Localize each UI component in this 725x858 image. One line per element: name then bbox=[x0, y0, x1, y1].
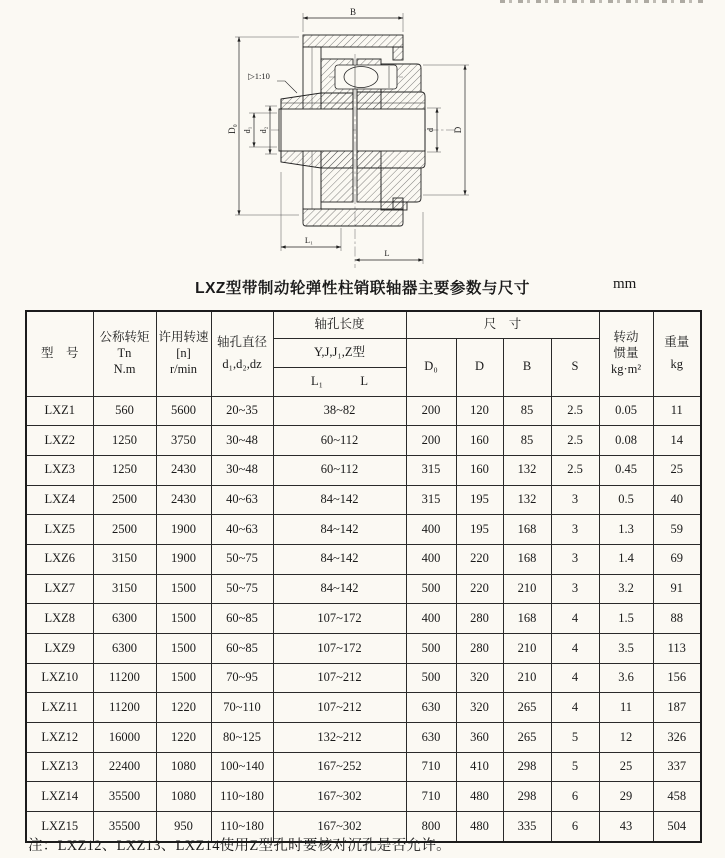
value-cell: 320 bbox=[456, 693, 503, 723]
model-cell: LXZ15 bbox=[26, 812, 93, 842]
model-cell: LXZ7 bbox=[26, 574, 93, 604]
value-cell: 60~85 bbox=[211, 604, 273, 634]
header-text: L bbox=[360, 373, 369, 388]
value-cell: 6300 bbox=[93, 604, 156, 634]
value-cell: 2.5 bbox=[551, 455, 599, 485]
value-cell: 5 bbox=[551, 723, 599, 753]
value-cell: 220 bbox=[456, 574, 503, 604]
value-cell: 210 bbox=[503, 663, 551, 693]
header-text: 公称转矩Tn bbox=[99, 330, 150, 360]
dim-label-D: D bbox=[453, 126, 463, 134]
value-cell: 85 bbox=[503, 426, 551, 456]
table-row bbox=[26, 396, 701, 426]
value-cell: 1500 bbox=[156, 663, 211, 693]
value-cell: 5 bbox=[551, 752, 599, 782]
value-cell: 500 bbox=[406, 634, 456, 664]
value-cell: 110~180 bbox=[211, 812, 273, 842]
parameters-table bbox=[25, 310, 702, 843]
value-cell: 4 bbox=[551, 604, 599, 634]
col-header-weight bbox=[653, 311, 701, 396]
value-cell: 500 bbox=[406, 663, 456, 693]
table-row bbox=[26, 782, 701, 812]
table-row bbox=[26, 485, 701, 515]
value-cell: 2430 bbox=[156, 485, 211, 515]
value-cell: 326 bbox=[653, 723, 701, 753]
value-cell: 88 bbox=[653, 604, 701, 634]
coupling-section-drawing bbox=[225, 2, 505, 274]
value-cell: 3 bbox=[551, 574, 599, 604]
dim-label-d: d bbox=[426, 128, 435, 132]
value-cell: 630 bbox=[406, 693, 456, 723]
value-cell: 195 bbox=[456, 515, 503, 545]
col-header-bore-length: 轴孔长度 bbox=[273, 311, 406, 338]
value-cell: 1220 bbox=[156, 693, 211, 723]
value-cell: 2.5 bbox=[551, 396, 599, 426]
col-header-L1-L bbox=[273, 367, 406, 396]
value-cell: 3.5 bbox=[599, 634, 653, 664]
value-cell: 84~142 bbox=[273, 515, 406, 545]
value-cell: 6 bbox=[551, 812, 599, 842]
value-cell: 320 bbox=[456, 663, 503, 693]
value-cell: 107~172 bbox=[273, 604, 406, 634]
value-cell: 3750 bbox=[156, 426, 211, 456]
col-header-inertia bbox=[599, 311, 653, 396]
model-cell: LXZ2 bbox=[26, 426, 93, 456]
value-cell: 60~112 bbox=[273, 455, 406, 485]
value-cell: 6 bbox=[551, 782, 599, 812]
value-cell: 458 bbox=[653, 782, 701, 812]
value-cell: 630 bbox=[406, 723, 456, 753]
value-cell: 5600 bbox=[156, 396, 211, 426]
table-header bbox=[26, 311, 701, 396]
taper-label: ▷1:10 bbox=[248, 71, 270, 81]
value-cell: 70~110 bbox=[211, 693, 273, 723]
table-title: LXZ型带制动轮弹性柱销联轴器主要参数与尺寸 bbox=[195, 280, 530, 297]
value-cell: 20~35 bbox=[211, 396, 273, 426]
header-text: 型 号 bbox=[40, 345, 79, 360]
value-cell: 4 bbox=[551, 634, 599, 664]
value-cell: 168 bbox=[503, 604, 551, 634]
value-cell: 560 bbox=[93, 396, 156, 426]
table-row bbox=[26, 574, 701, 604]
value-cell: 168 bbox=[503, 544, 551, 574]
value-cell: 2430 bbox=[156, 455, 211, 485]
dim-label-L1: L₁ bbox=[304, 235, 314, 245]
value-cell: 298 bbox=[503, 752, 551, 782]
value-cell: 30~48 bbox=[211, 455, 273, 485]
value-cell: 1900 bbox=[156, 544, 211, 574]
value-cell: 38~82 bbox=[273, 396, 406, 426]
dim-label-d1: d₁ bbox=[243, 126, 252, 134]
value-cell: 3 bbox=[551, 544, 599, 574]
model-cell: LXZ5 bbox=[26, 515, 93, 545]
value-cell: 35500 bbox=[93, 812, 156, 842]
value-cell: 1220 bbox=[156, 723, 211, 753]
value-cell: 107~212 bbox=[273, 663, 406, 693]
value-cell: 132 bbox=[503, 485, 551, 515]
model-cell: LXZ1 bbox=[26, 396, 93, 426]
value-cell: 2500 bbox=[93, 485, 156, 515]
value-cell: 70~95 bbox=[211, 663, 273, 693]
table-row bbox=[26, 663, 701, 693]
model-cell: LXZ4 bbox=[26, 485, 93, 515]
elastic-pin bbox=[335, 65, 397, 89]
value-cell: 298 bbox=[503, 782, 551, 812]
value-cell: 60~85 bbox=[211, 634, 273, 664]
value-cell: 80~125 bbox=[211, 723, 273, 753]
value-cell: 315 bbox=[406, 485, 456, 515]
col-header-D0: D₀ bbox=[406, 338, 456, 396]
header-text: L₁ bbox=[310, 373, 323, 388]
value-cell: 1250 bbox=[93, 455, 156, 485]
value-cell: 2.5 bbox=[551, 426, 599, 456]
header-text: kg bbox=[670, 356, 684, 371]
value-cell: 167~302 bbox=[273, 812, 406, 842]
value-cell: 187 bbox=[653, 693, 701, 723]
value-cell: 265 bbox=[503, 693, 551, 723]
value-cell: 0.5 bbox=[599, 485, 653, 515]
value-cell: 800 bbox=[406, 812, 456, 842]
value-cell: 91 bbox=[653, 574, 701, 604]
value-cell: 280 bbox=[456, 604, 503, 634]
value-cell: 1250 bbox=[93, 426, 156, 456]
value-cell: 1.5 bbox=[599, 604, 653, 634]
model-cell: LXZ14 bbox=[26, 782, 93, 812]
value-cell: 25 bbox=[653, 455, 701, 485]
model-cell: LXZ9 bbox=[26, 634, 93, 664]
table-row bbox=[26, 723, 701, 753]
header-text: 惯量 bbox=[613, 345, 639, 360]
table-row bbox=[26, 752, 701, 782]
value-cell: 950 bbox=[156, 812, 211, 842]
value-cell: 1500 bbox=[156, 634, 211, 664]
value-cell: 210 bbox=[503, 574, 551, 604]
value-cell: 504 bbox=[653, 812, 701, 842]
value-cell: 0.45 bbox=[599, 455, 653, 485]
value-cell: 1.4 bbox=[599, 544, 653, 574]
value-cell: 400 bbox=[406, 544, 456, 574]
value-cell: 113 bbox=[653, 634, 701, 664]
value-cell: 265 bbox=[503, 723, 551, 753]
value-cell: 210 bbox=[503, 634, 551, 664]
value-cell: 315 bbox=[406, 455, 456, 485]
value-cell: 1.3 bbox=[599, 515, 653, 545]
value-cell: 59 bbox=[653, 515, 701, 545]
value-cell: 1080 bbox=[156, 782, 211, 812]
value-cell: 280 bbox=[456, 634, 503, 664]
value-cell: 84~142 bbox=[273, 485, 406, 515]
model-cell: LXZ12 bbox=[26, 723, 93, 753]
value-cell: 335 bbox=[503, 812, 551, 842]
value-cell: 11200 bbox=[93, 693, 156, 723]
model-cell: LXZ6 bbox=[26, 544, 93, 574]
value-cell: 500 bbox=[406, 574, 456, 604]
value-cell: 43 bbox=[599, 812, 653, 842]
header-text: N.m bbox=[113, 361, 136, 376]
value-cell: 220 bbox=[456, 544, 503, 574]
value-cell: 107~212 bbox=[273, 693, 406, 723]
value-cell: 156 bbox=[653, 663, 701, 693]
col-header-speed bbox=[156, 311, 211, 396]
value-cell: 3150 bbox=[93, 544, 156, 574]
value-cell: 22400 bbox=[93, 752, 156, 782]
header-text: 轴孔直径 bbox=[216, 335, 267, 350]
dim-label-B: B bbox=[349, 7, 357, 17]
col-header-torque bbox=[93, 311, 156, 396]
value-cell: 84~142 bbox=[273, 574, 406, 604]
value-cell: 360 bbox=[456, 723, 503, 753]
value-cell: 132 bbox=[503, 455, 551, 485]
col-header-B: B bbox=[503, 338, 551, 396]
value-cell: 200 bbox=[406, 426, 456, 456]
table-body bbox=[26, 396, 701, 842]
footnote: 注：LXZ12、LXZ13、LXZ14使用Z型孔时要核对沉孔是否允许。 bbox=[28, 838, 451, 854]
header-text: 转动 bbox=[613, 330, 639, 345]
col-header-S: S bbox=[551, 338, 599, 396]
value-cell: 3150 bbox=[93, 574, 156, 604]
model-cell: LXZ8 bbox=[26, 604, 93, 634]
value-cell: 35500 bbox=[93, 782, 156, 812]
dim-label-D0: D₀ bbox=[227, 124, 237, 134]
value-cell: 3 bbox=[551, 515, 599, 545]
table-row bbox=[26, 634, 701, 664]
header-text: d₁,d₂,dz bbox=[222, 356, 262, 371]
dim-label-d2: d₂ bbox=[259, 126, 268, 134]
value-cell: 107~172 bbox=[273, 634, 406, 664]
value-cell: 84~142 bbox=[273, 544, 406, 574]
value-cell: 120 bbox=[456, 396, 503, 426]
value-cell: 480 bbox=[456, 812, 503, 842]
value-cell: 60~112 bbox=[273, 426, 406, 456]
col-header-dimensions: 尺 寸 bbox=[406, 311, 599, 338]
value-cell: 4 bbox=[551, 663, 599, 693]
header-text: kg·m² bbox=[610, 361, 642, 376]
value-cell: 30~48 bbox=[211, 426, 273, 456]
col-header-model bbox=[26, 311, 93, 396]
value-cell: 132~212 bbox=[273, 723, 406, 753]
value-cell: 6300 bbox=[93, 634, 156, 664]
value-cell: 50~75 bbox=[211, 574, 273, 604]
header-text: r/min bbox=[169, 361, 198, 376]
value-cell: 1500 bbox=[156, 604, 211, 634]
value-cell: 400 bbox=[406, 515, 456, 545]
value-cell: 11 bbox=[653, 396, 701, 426]
dim-label-L: L bbox=[384, 248, 390, 258]
value-cell: 4 bbox=[551, 693, 599, 723]
value-cell: 40~63 bbox=[211, 485, 273, 515]
value-cell: 195 bbox=[456, 485, 503, 515]
value-cell: 710 bbox=[406, 752, 456, 782]
value-cell: 3.2 bbox=[599, 574, 653, 604]
value-cell: 1080 bbox=[156, 752, 211, 782]
value-cell: 11200 bbox=[93, 663, 156, 693]
col-header-bore-diameter bbox=[211, 311, 273, 396]
value-cell: 167~302 bbox=[273, 782, 406, 812]
value-cell: 400 bbox=[406, 604, 456, 634]
value-cell: 0.08 bbox=[599, 426, 653, 456]
table-row bbox=[26, 426, 701, 456]
model-cell: LXZ13 bbox=[26, 752, 93, 782]
value-cell: 29 bbox=[599, 782, 653, 812]
col-header-D: D bbox=[456, 338, 503, 396]
value-cell: 167~252 bbox=[273, 752, 406, 782]
value-cell: 1500 bbox=[156, 574, 211, 604]
table-row bbox=[26, 604, 701, 634]
value-cell: 410 bbox=[456, 752, 503, 782]
model-cell: LXZ11 bbox=[26, 693, 93, 723]
value-cell: 16000 bbox=[93, 723, 156, 753]
title-bar bbox=[25, 276, 700, 298]
value-cell: 40 bbox=[653, 485, 701, 515]
value-cell: 1900 bbox=[156, 515, 211, 545]
value-cell: 710 bbox=[406, 782, 456, 812]
value-cell: 11 bbox=[599, 693, 653, 723]
value-cell: 0.05 bbox=[599, 396, 653, 426]
value-cell: 200 bbox=[406, 396, 456, 426]
model-cell: LXZ3 bbox=[26, 455, 93, 485]
value-cell: 25 bbox=[599, 752, 653, 782]
value-cell: 40~63 bbox=[211, 515, 273, 545]
cropped-text-artifact bbox=[500, 0, 705, 3]
value-cell: 480 bbox=[456, 782, 503, 812]
value-cell: 69 bbox=[653, 544, 701, 574]
value-cell: 337 bbox=[653, 752, 701, 782]
value-cell: 160 bbox=[456, 455, 503, 485]
header-text: 许用转速 bbox=[158, 330, 209, 345]
table-row bbox=[26, 544, 701, 574]
value-cell: 12 bbox=[599, 723, 653, 753]
value-cell: 3.6 bbox=[599, 663, 653, 693]
value-cell: 100~140 bbox=[211, 752, 273, 782]
value-cell: 3 bbox=[551, 485, 599, 515]
table-row bbox=[26, 515, 701, 545]
value-cell: 2500 bbox=[93, 515, 156, 545]
value-cell: 14 bbox=[653, 426, 701, 456]
header-text: [n] bbox=[176, 345, 191, 360]
col-header-bore-length-types: Y,J,J₁,Z型 bbox=[273, 338, 406, 367]
value-cell: 110~180 bbox=[211, 782, 273, 812]
unit-label: mm bbox=[613, 276, 637, 292]
value-cell: 85 bbox=[503, 396, 551, 426]
table-row bbox=[26, 693, 701, 723]
table-row bbox=[26, 455, 701, 485]
model-cell: LXZ10 bbox=[26, 663, 93, 693]
value-cell: 160 bbox=[456, 426, 503, 456]
value-cell: 50~75 bbox=[211, 544, 273, 574]
value-cell: 168 bbox=[503, 515, 551, 545]
header-text: 重量 bbox=[664, 335, 690, 350]
